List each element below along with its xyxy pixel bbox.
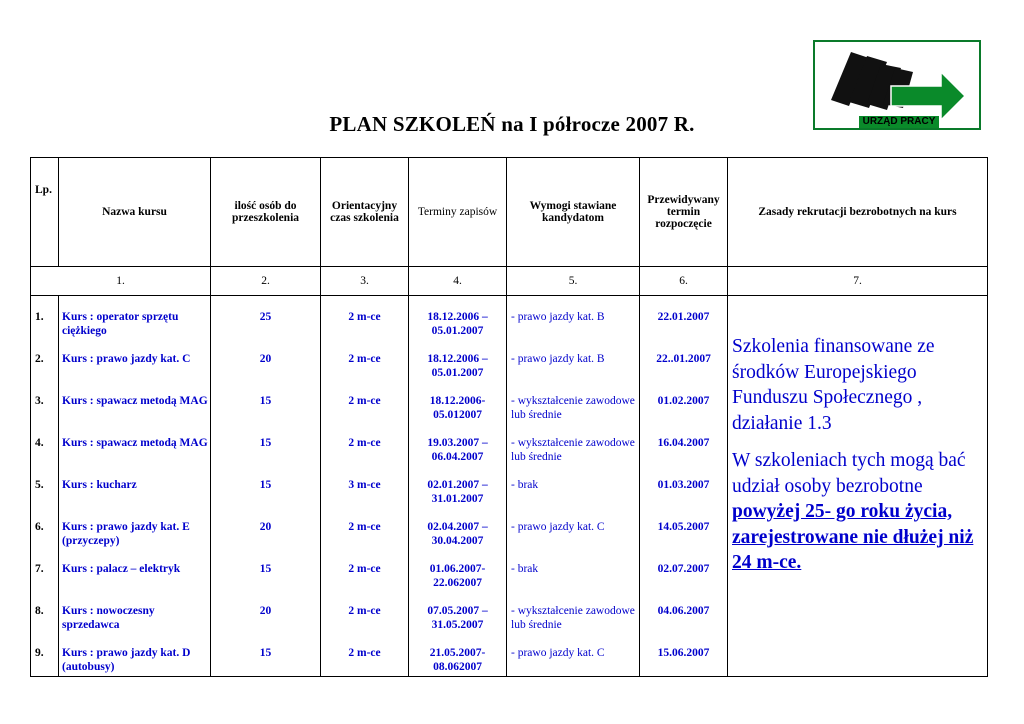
row-2-lp: 2. [35, 353, 44, 365]
row-8-wymogi: - wykształcenie zawodowe lub średnie [511, 605, 635, 631]
course-name-column [59, 296, 211, 677]
row-9-ilosc: 15 [259, 647, 272, 659]
column-number: 4. [409, 267, 507, 296]
header-termin-rozp: Przewidywany termin rozpoczęcie [640, 158, 728, 267]
column-number: 2. [211, 267, 321, 296]
row-8-czas: 2 m-ce [348, 605, 381, 617]
row-4-nazwa: Kurs : spawacz metodą MAG [62, 437, 208, 449]
row-7-nazwa: Kurs : palacz – elektryk [62, 563, 181, 575]
row-3-zapisy: 18.12.2006- 05.012007 [429, 395, 486, 421]
row-3-ilosc: 15 [259, 395, 272, 407]
enrollment-dates-column [409, 296, 507, 677]
logo-label: URZĄD PRACY [859, 116, 939, 128]
row-1-lp: 1. [35, 311, 44, 323]
row-5-ilosc: 15 [259, 479, 272, 491]
header-row [31, 158, 988, 267]
row-2-czas: 2 m-ce [348, 353, 381, 365]
row-3-wymogi: - wykształcenie zawodowe lub średnie [511, 395, 635, 421]
row-5-zapisy: 02.01.2007 – 31.01.2007 [427, 479, 488, 505]
start-date-column [640, 296, 728, 677]
courses-body-row [31, 296, 988, 677]
column-number-row [31, 267, 988, 296]
column-number: 7. [728, 267, 988, 296]
header-lp: Lp. [31, 158, 59, 267]
recruitment-rules-cell [728, 296, 988, 677]
column-number: 1. [31, 267, 211, 296]
row-9-start: 15.06.2007 [657, 647, 710, 659]
row-4-lp: 4. [35, 437, 44, 449]
row-6-ilosc: 20 [259, 521, 272, 533]
row-6-start: 14.05.2007 [657, 521, 710, 533]
row-5-czas: 3 m-ce [348, 479, 381, 491]
row-4-zapisy: 19.03.2007 – 06.04.2007 [427, 437, 488, 463]
column-number: 5. [507, 267, 640, 296]
row-8-lp: 8. [35, 605, 44, 617]
header-ilosc: ilość osób do przeszkolenia [211, 158, 321, 267]
row-9-czas: 2 m-ce [348, 647, 381, 659]
row-5-start: 01.03.2007 [657, 479, 710, 491]
rules-paragraph-2-text: W szkoleniach tych mogą bać udział osoby bezrobotne [732, 450, 966, 497]
participants-column [211, 296, 321, 677]
row-7-start: 02.07.2007 [657, 563, 710, 575]
row-6-zapisy: 02.04.2007 – 30.04.2007 [427, 521, 488, 547]
requirements-column [507, 296, 640, 677]
header-terminy: Terminy zapisów [409, 158, 507, 267]
row-7-ilosc: 15 [259, 563, 272, 575]
row-9-lp: 9. [35, 647, 44, 659]
row-9-nazwa: Kurs : prawo jazdy kat. D (autobusy) [62, 647, 191, 673]
row-1-zapisy: 18.12.2006 – 05.01.2007 [427, 311, 488, 337]
rules-paragraph-2 [732, 448, 983, 576]
row-3-czas: 2 m-ce [348, 395, 381, 407]
column-number: 3. [321, 267, 409, 296]
row-4-ilosc: 15 [259, 437, 272, 449]
row-2-ilosc: 20 [259, 353, 272, 365]
row-6-lp: 6. [35, 521, 44, 533]
row-8-start: 04.06.2007 [657, 605, 710, 617]
urzad-pracy-logo [813, 40, 981, 130]
duration-column [321, 296, 409, 677]
lp-column [31, 296, 59, 677]
row-5-wymogi: - brak [511, 479, 539, 491]
page-title: PLAN SZKOLEŃ na I półrocze 2007 R. [329, 112, 695, 136]
row-2-start: 22..01.2007 [656, 353, 711, 365]
row-9-zapisy: 21.05.2007- 08.062007 [429, 647, 486, 673]
row-7-czas: 2 m-ce [348, 563, 381, 575]
header-wymogi: Wymogi stawiane kandydatom [507, 158, 640, 267]
row-6-wymogi: - prawo jazdy kat. C [511, 521, 605, 533]
row-8-nazwa: Kurs : nowoczesny sprzedawca [62, 605, 155, 631]
row-6-nazwa: Kurs : prawo jazdy kat. E (przyczepy) [62, 521, 190, 547]
header-czas: Orientacyjny czas szkolenia [321, 158, 409, 267]
row-1-ilosc: 25 [259, 311, 272, 323]
rules-eligibility-underlined: powyżej 25- go roku życia, zarejestrowane nie dłużej niż 24 m-ce. [732, 501, 974, 573]
row-5-lp: 5. [35, 479, 44, 491]
row-7-zapisy: 01.06.2007- 22.062007 [429, 563, 486, 589]
training-plan-table [30, 157, 988, 677]
row-4-wymogi: - wykształcenie zawodowe lub średnie [511, 437, 635, 463]
row-3-nazwa: Kurs : spawacz metodą MAG [62, 395, 208, 407]
row-1-czas: 2 m-ce [348, 311, 381, 323]
row-7-wymogi: - brak [511, 563, 539, 575]
row-1-wymogi: - prawo jazdy kat. B [511, 311, 605, 323]
header-nazwa: Nazwa kursu [59, 158, 211, 267]
row-4-start: 16.04.2007 [657, 437, 710, 449]
row-8-ilosc: 20 [259, 605, 272, 617]
row-2-nazwa: Kurs : prawo jazdy kat. C [62, 353, 191, 365]
row-3-lp: 3. [35, 395, 44, 407]
row-7-lp: 7. [35, 563, 44, 575]
row-5-nazwa: Kurs : kucharz [62, 479, 137, 491]
column-number: 6. [640, 267, 728, 296]
row-3-start: 01.02.2007 [657, 395, 710, 407]
row-1-start: 22.01.2007 [657, 311, 710, 323]
row-8-zapisy: 07.05.2007 – 31.05.2007 [427, 605, 488, 631]
rules-paragraph-1: Szkolenia finansowane ze środków Europejskiego Funduszu Społecznego , działanie 1.3 [732, 336, 935, 434]
row-1-nazwa: Kurs : operator sprzętu ciężkiego [62, 311, 179, 337]
row-4-czas: 2 m-ce [348, 437, 381, 449]
header-zasady: Zasady rekrutacji bezrobotnych na kurs [728, 158, 988, 267]
row-6-czas: 2 m-ce [348, 521, 381, 533]
row-2-zapisy: 18.12.2006 – 05.01.2007 [427, 353, 488, 379]
row-2-wymogi: - prawo jazdy kat. B [511, 353, 605, 365]
row-9-wymogi: - prawo jazdy kat. C [511, 647, 605, 659]
